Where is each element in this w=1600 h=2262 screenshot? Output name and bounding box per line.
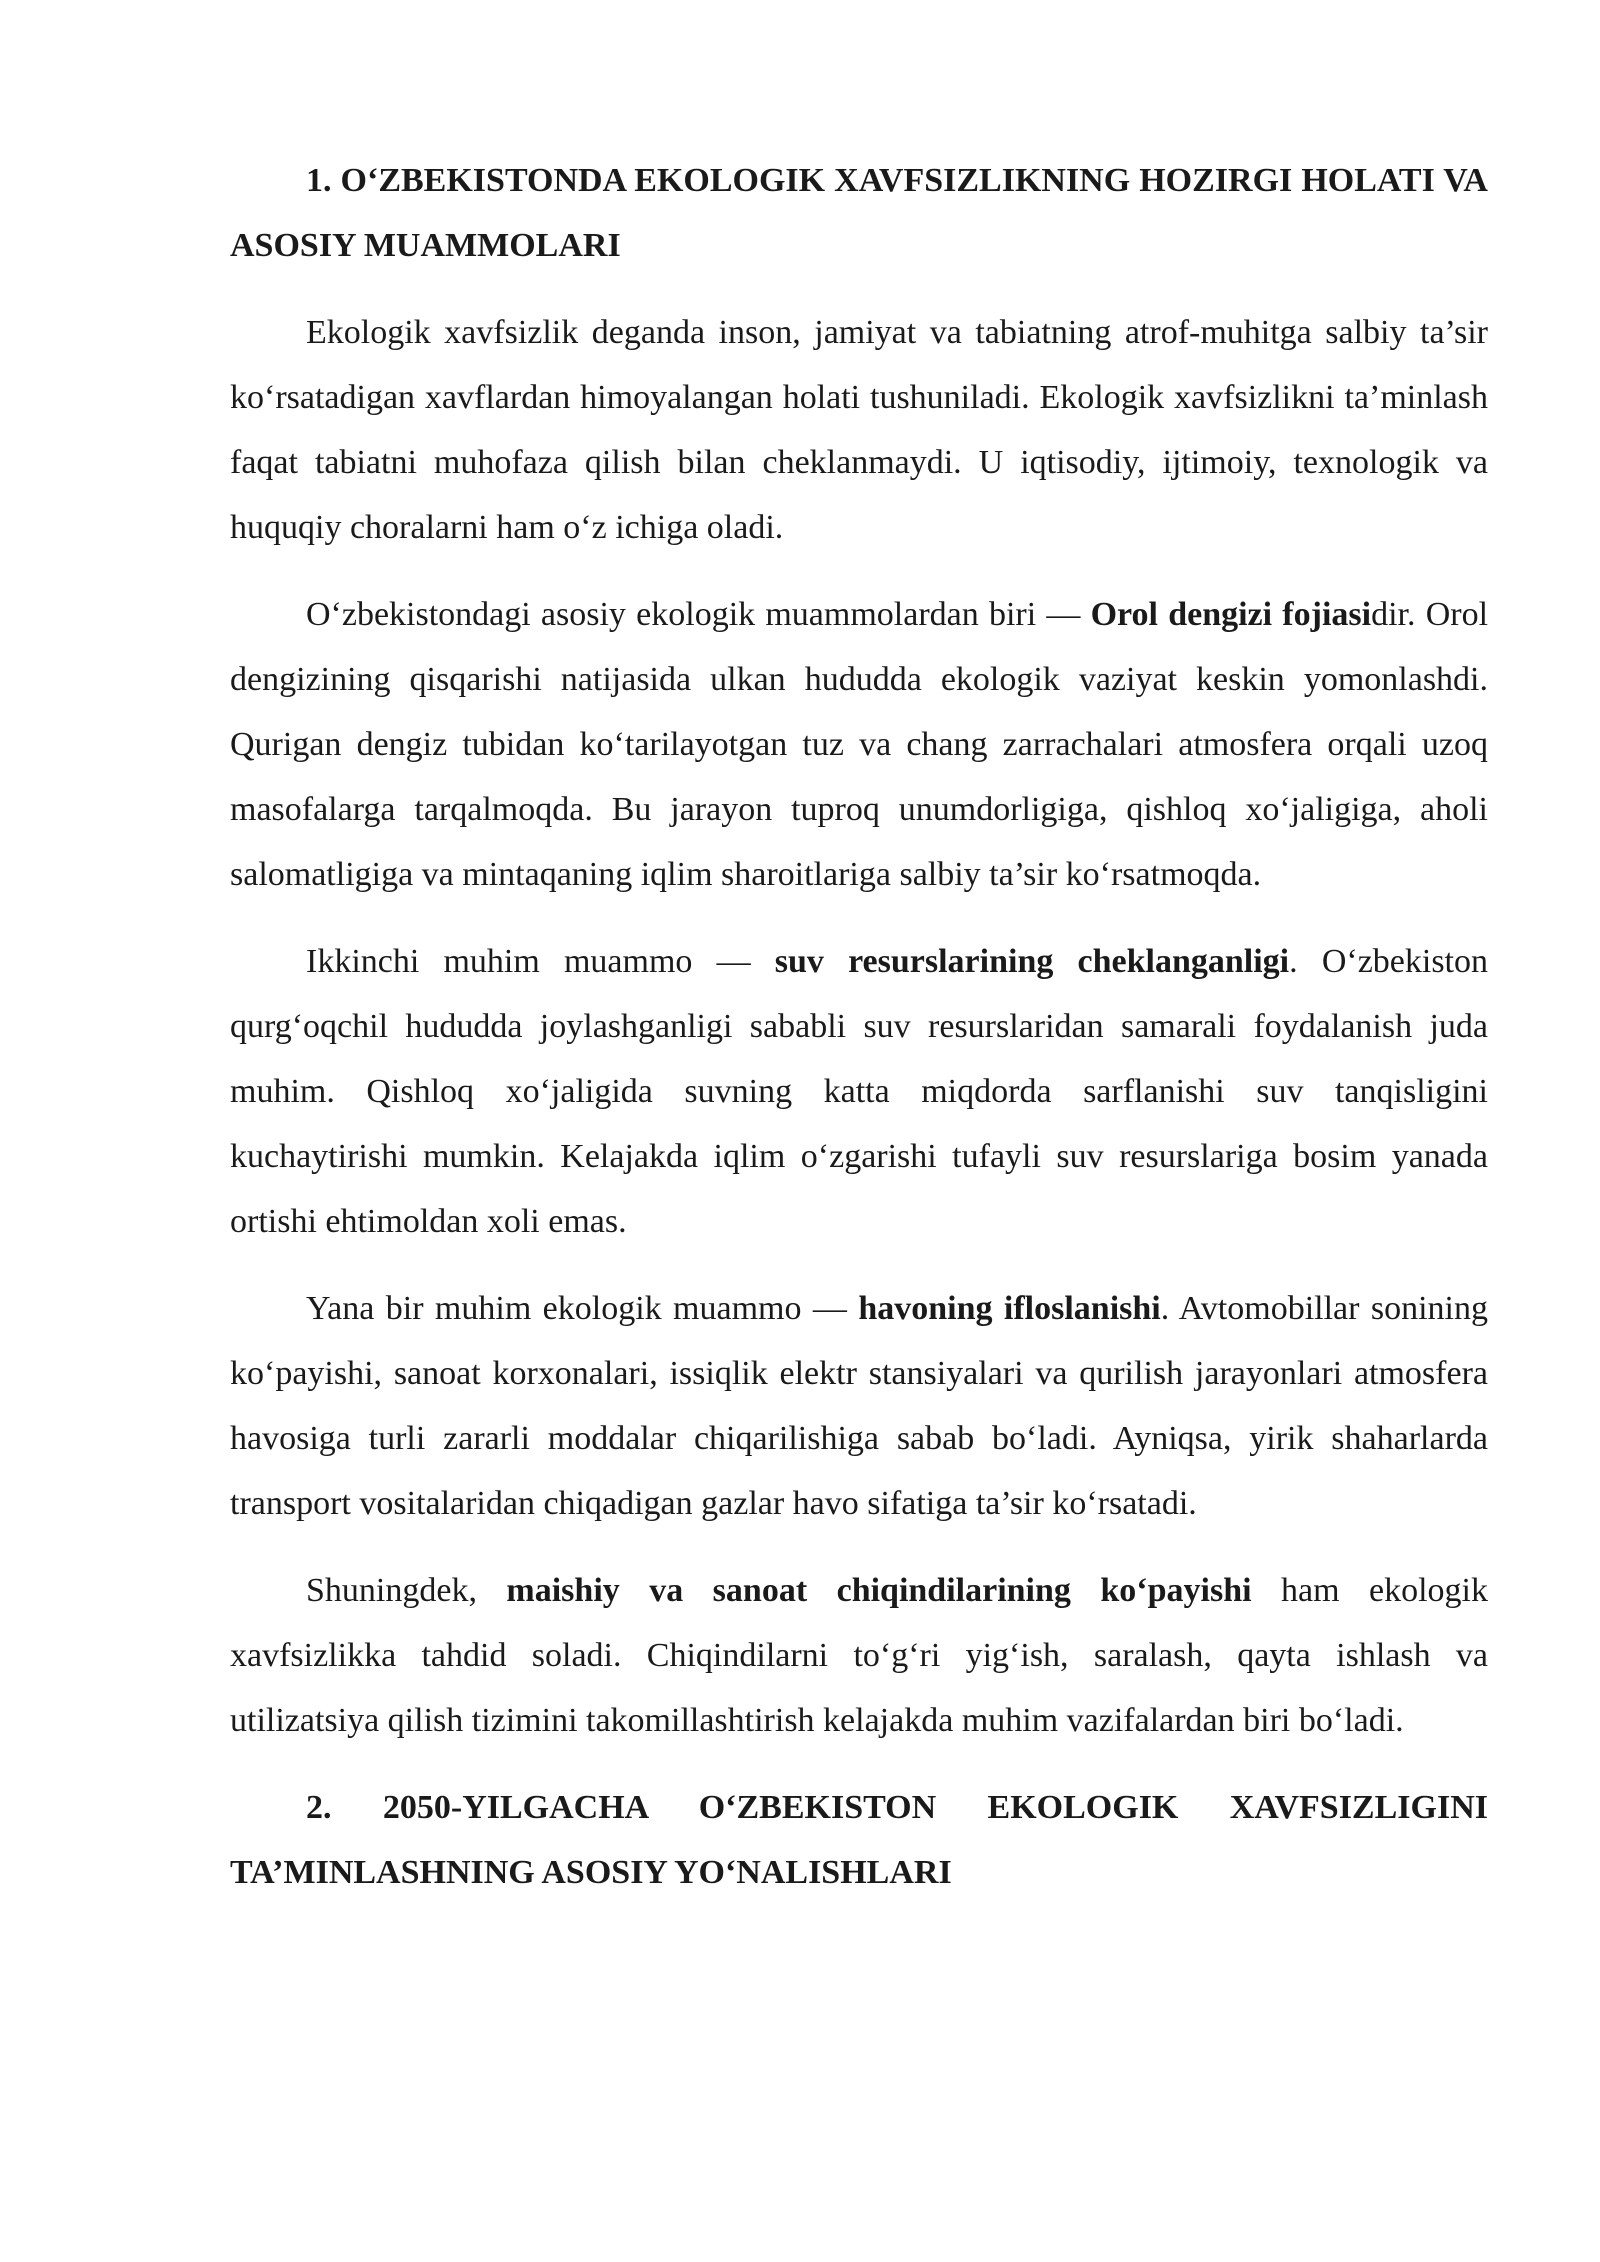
paragraph-4	[230, 1276, 1488, 1536]
paragraph-2-after: dir. Orol dengizining qisqarishi natijasida ulkan hududda ekologik vaziyat keskin yomonlashdi. Qurigan dengiz tubidan ko‘tarilayotgan tuz va chang zarrachalari atmosfera orqali uzoq masofalarga tarqalmoqda. Bu jarayon tuproq unumdorligiga, qishloq xo‘jaligiga, aholi salomatligiga va mintaqaning iqlim sharoitlariga salbiy ta’sir ko‘rsatmoqda.	[230, 596, 1489, 893]
paragraph-2-before: O‘zbekistondagi asosiy ekologik muammolardan biri —	[306, 596, 1091, 633]
paragraph-3-after: . O‘zbekiston qurg‘oqchil hududda joylashganligi sababli suv resurslaridan samarali foydalanish juda muhim. Qishloq xo‘jaligida suvning katta miqdorda sarflanishi suv tanqisligini kuchaytirishi mumkin. Kelajakda iqlim o‘zgarishi tufayli suv resurslariga bosim yanada ortishi ehtimoldan xoli emas.	[230, 943, 1488, 1240]
paragraph-3	[230, 929, 1488, 1254]
paragraph-4-before: Yana bir muhim ekologik muammo —	[306, 1290, 859, 1327]
paragraph-2-bold: Orol dengizi fojiasi	[1090, 596, 1372, 633]
paragraph-5	[230, 1558, 1488, 1753]
paragraph-3-before: Ikkinchi muhim muammo —	[306, 943, 775, 980]
paragraph-4-bold: havoning ifloslanishi	[858, 1290, 1161, 1327]
paragraph-5-bold: maishiy va sanoat chiqindilarining ko‘payishi	[506, 1572, 1252, 1609]
paragraph-1: Ekologik xavfsizlik deganda inson, jamiyat va tabiatning atrof-muhitga salbiy ta’sir ko‘rsatadigan xavflardan himoyalangan holati tushuniladi. Ekologik xavfsizlikni ta’minlash faqat tabiatni muhofaza qilish bilan cheklanmaydi. U iqtisodiy, ijtimoiy, texnologik va huquqiy choralarni ham o‘z ichiga oladi.	[230, 314, 1488, 546]
paragraph-4-after: . Avtomobillar sonining ko‘payishi, sanoat korxonalari, issiqlik elektr stansiyalari va qurilish jarayonlari atmosfera havosiga turli zararli moddalar chiqarilishiga sabab bo‘ladi. Ayniqsa, yirik shaharlarda transport vositalaridan chiqadigan gazlar havo sifatiga ta’sir ko‘rsatadi.	[230, 1290, 1488, 1522]
paragraph-5-after: ham ekologik xavfsizlikka tahdid soladi. Chiqindilarni to‘g‘ri yig‘ish, saralash, qayta ishlash va utilizatsiya qilish tizimini takomillashtirish kelajakda muhim vazifalardan biri bo‘ladi.	[230, 1572, 1488, 1739]
paragraph-2	[230, 582, 1488, 907]
section-heading-1: 1. O‘ZBEKISTONDA EKOLOGIK XAVFSIZLIKNING HOZIRGI HOLATI VA ASOSIY MUAMMOLARI	[230, 162, 1488, 264]
section-heading-2: 2. 2050-YILGACHA O‘ZBEKISTON EKOLOGIK XAVFSIZLIGINI TA’MINLASHNING ASOSIY YO‘NALISHLARI	[230, 1789, 1488, 1891]
paragraph-3-bold: suv resurslarining cheklanganligi	[774, 943, 1290, 980]
document-page	[230, 148, 1488, 1927]
paragraph-5-before: Shuningdek,	[306, 1572, 507, 1609]
